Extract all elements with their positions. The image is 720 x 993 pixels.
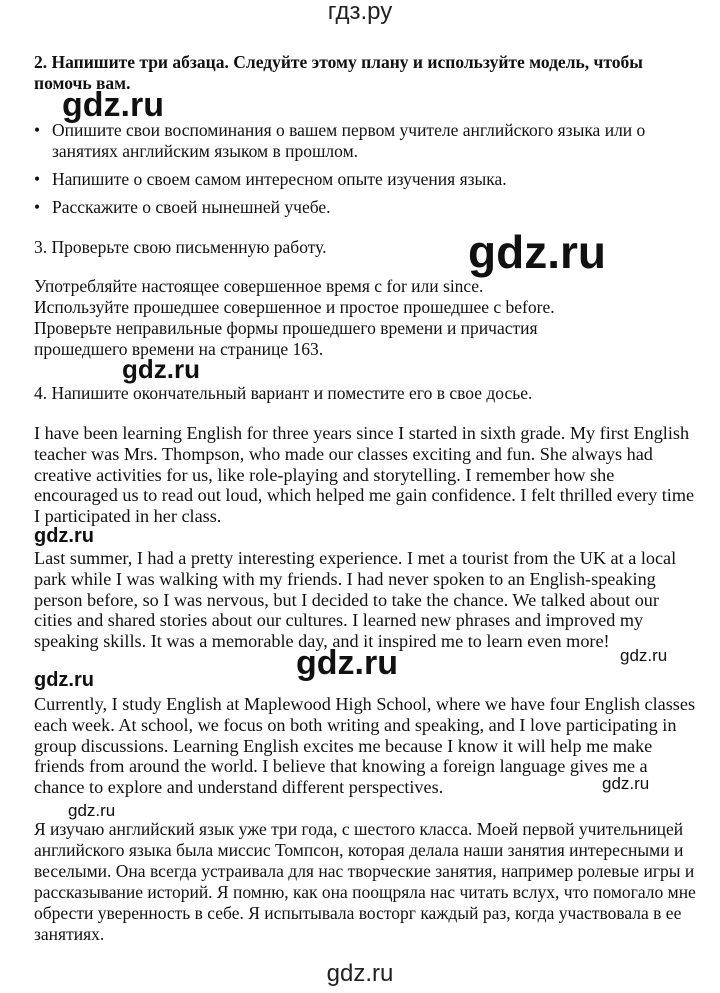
task-2-bullet (34, 120, 698, 162)
bullet-marker: • (34, 169, 41, 189)
bullet-text: Опишите свои воспоминания о вашем первом учителе английского языка или о занятиях английским языком в прошлом. (52, 120, 646, 161)
task-2-bullet (34, 197, 698, 218)
watermark: gdz.ru (122, 354, 200, 384)
task-2-heading: 2. Напишите три абзаца. Следуйте этому плану и используйте модель, чтобы помочь вам. (34, 52, 643, 93)
essay-paragraph-3: Currently, I study English at Maplewood High School, where we have four English classes each week. At school, we focus on both writing and speaking, and I love participating in group discussions. Learning English excites me because I know it will help me make friends from around the world. I believe that knowing a foreign language gives me a chance to explore and understand different perspectives. (34, 694, 696, 798)
footer-site-title: gdz.ru (326, 960, 394, 987)
watermark: gdz.ru (34, 669, 94, 691)
checklist-line: прошедшего времени на странице 163. (34, 339, 324, 359)
translation-paragraph: Я изучаю английский язык уже три года, с шестого класса. Моей первой учительницей английского языка была миссис Томпсон, которая делала наши занятия интересными и веселыми. Она всегда устраивала для нас творческие занятия, например ролевые игры и рассказывание историй. Я помню, как она поощряла нас читать вслух, что помогало мне обрести уверенность в себе. Я испытывала восторг каждый раз, когда участвовала в ее занятиях. (34, 819, 696, 944)
task-2-bullet (34, 169, 698, 190)
task-4-heading: 4. Напишите окончательный вариант и поместите его в свое досье. (34, 383, 533, 403)
essay-paragraph-1: I have been learning English for three years since I started in sixth grade. My first English teacher was Mrs. Thompson, who made our classes exciting and fun. She always had creative activities for us, like role-playing and storytelling. I remember how she encouraged us to read out loud, which helped me gain confidence. I felt thrilled every time I participated in her class. (34, 423, 695, 527)
watermark: gdz.ru (468, 226, 606, 278)
checklist-line: Проверьте неправильные формы прошедшего времени и причастия (34, 318, 538, 338)
watermark: gdz.ru (34, 525, 94, 547)
header-site-title: гдз.ру (327, 0, 393, 25)
watermark: gdz.ru (602, 774, 650, 793)
bullet-text: Напишите о своем самом интересном опыте изучения языка. (52, 169, 507, 189)
bullet-marker: • (34, 197, 41, 217)
bullet-text: Расскажите о своей нынешней учебе. (52, 197, 331, 217)
task-3-checklist (34, 276, 698, 360)
watermark: gdz.ru (62, 86, 164, 124)
checklist-line: Используйте прошедшее совершенное и простое прошедшее с before. (34, 297, 555, 317)
watermark: gdz.ru (620, 646, 668, 665)
watermark: gdz.ru (296, 644, 398, 682)
checklist-line: Употребляйте настоящее совершенное время с for или since. (34, 276, 484, 296)
watermark: gdz.ru (68, 801, 116, 820)
task-3-heading: 3. Проверьте свою письменную работу. (34, 237, 327, 257)
essay-paragraph-2: Last summer, I had a pretty interesting experience. I met a tourist from the UK at a local park while I was walking with my friends. I had never spoken to an English-speaking person before, so I was nervous, but I decided to take the chance. We talked about our cities and shared stories about our cultures. I learned new phrases and improved my speaking skills. It was a memorable day, and it inspired me to learn even more! (34, 548, 677, 652)
bullet-marker: • (34, 120, 41, 140)
